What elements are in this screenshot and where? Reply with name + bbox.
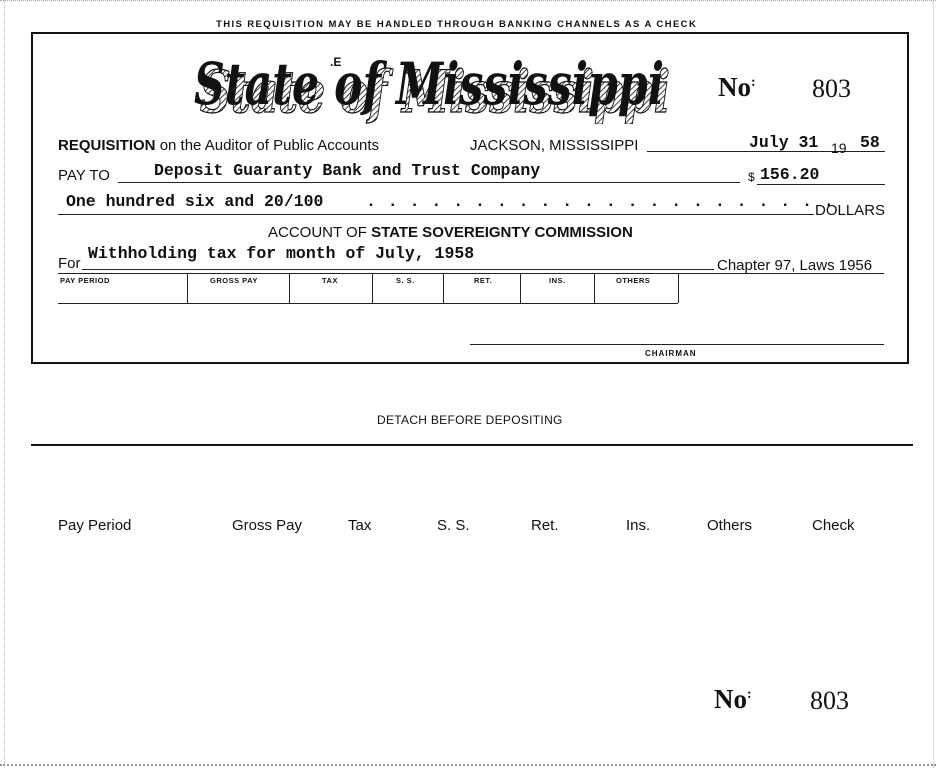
stub-col-ss: S. S.	[437, 517, 470, 534]
account-line: ACCOUNT OF STATE SOVEREIGNTY COMMISSION	[268, 224, 633, 241]
perforation-left	[4, 0, 5, 768]
stub-col-check: Check	[812, 517, 855, 534]
col-ins: INS.	[549, 276, 566, 285]
banking-notice: THIS REQUISITION MAY BE HANDLED THROUGH BANKING CHANNELS AS A CHECK	[216, 19, 698, 30]
city-label: JACKSON, MISSISSIPPI	[470, 137, 639, 154]
pay-to-label: PAY TO	[58, 167, 110, 184]
perforation-top	[0, 0, 936, 1]
state-of-mississippi-banner	[184, 48, 674, 124]
col-others: OTHERS	[616, 276, 651, 285]
purpose-text: Withholding tax for month of July, 1958	[88, 244, 475, 263]
stub-col-tax: Tax	[348, 517, 372, 534]
col-tax: TAX	[322, 276, 338, 285]
stub-divider	[31, 444, 913, 446]
amount-words: One hundred six and 20/100	[66, 192, 324, 211]
svg-text:State of Mississippi: State of Mississippi	[200, 58, 670, 124]
chairman-label: CHAIRMAN	[645, 349, 697, 358]
stub-number-sign: No:	[714, 684, 752, 714]
year-suffix: 58	[860, 133, 880, 152]
currency-sign: $	[748, 170, 755, 184]
col-gross-pay: GROSS PAY	[210, 276, 258, 285]
col-pay-period: PAY PERIOD	[60, 276, 110, 285]
stub-col-pay-period: Pay Period	[58, 517, 132, 534]
requisition-label: REQUISITION on the Auditor of Public Accounts	[58, 137, 379, 154]
chapter-reference: Chapter 97, Laws 1956	[717, 257, 873, 274]
stub-col-gross-pay: Gross Pay	[232, 517, 303, 534]
col-ss: S. S.	[396, 276, 415, 285]
amount-figures: 156.20	[760, 165, 820, 184]
amount-fill-dots: . . . . . . . . . . . . . . . . . . . . . .	[366, 192, 835, 211]
stub-number: 803	[810, 686, 849, 715]
signature-line	[470, 344, 884, 345]
stub-col-ret: Ret.	[531, 517, 559, 534]
payee-name: Deposit Guaranty Bank and Trust Company	[154, 161, 541, 180]
number-sign: No:	[718, 72, 756, 102]
year-prefix: 19	[831, 140, 847, 156]
dollars-label: DOLLARS	[815, 202, 886, 219]
for-label: For	[58, 255, 81, 272]
perforation-right	[933, 0, 934, 768]
date-value: July 31	[749, 133, 819, 152]
perforation-bottom	[0, 764, 936, 766]
detach-instruction: DETACH BEFORE DEPOSITING	[377, 413, 563, 427]
stub-col-ins: Ins.	[626, 517, 651, 534]
stub-col-others: Others	[707, 517, 753, 534]
requisition-number: 803	[812, 74, 851, 103]
svg-text:State of Mississippi: State of Mississippi	[194, 50, 664, 118]
col-ret: RET.	[474, 276, 493, 285]
banner-mark: .E	[330, 55, 342, 69]
